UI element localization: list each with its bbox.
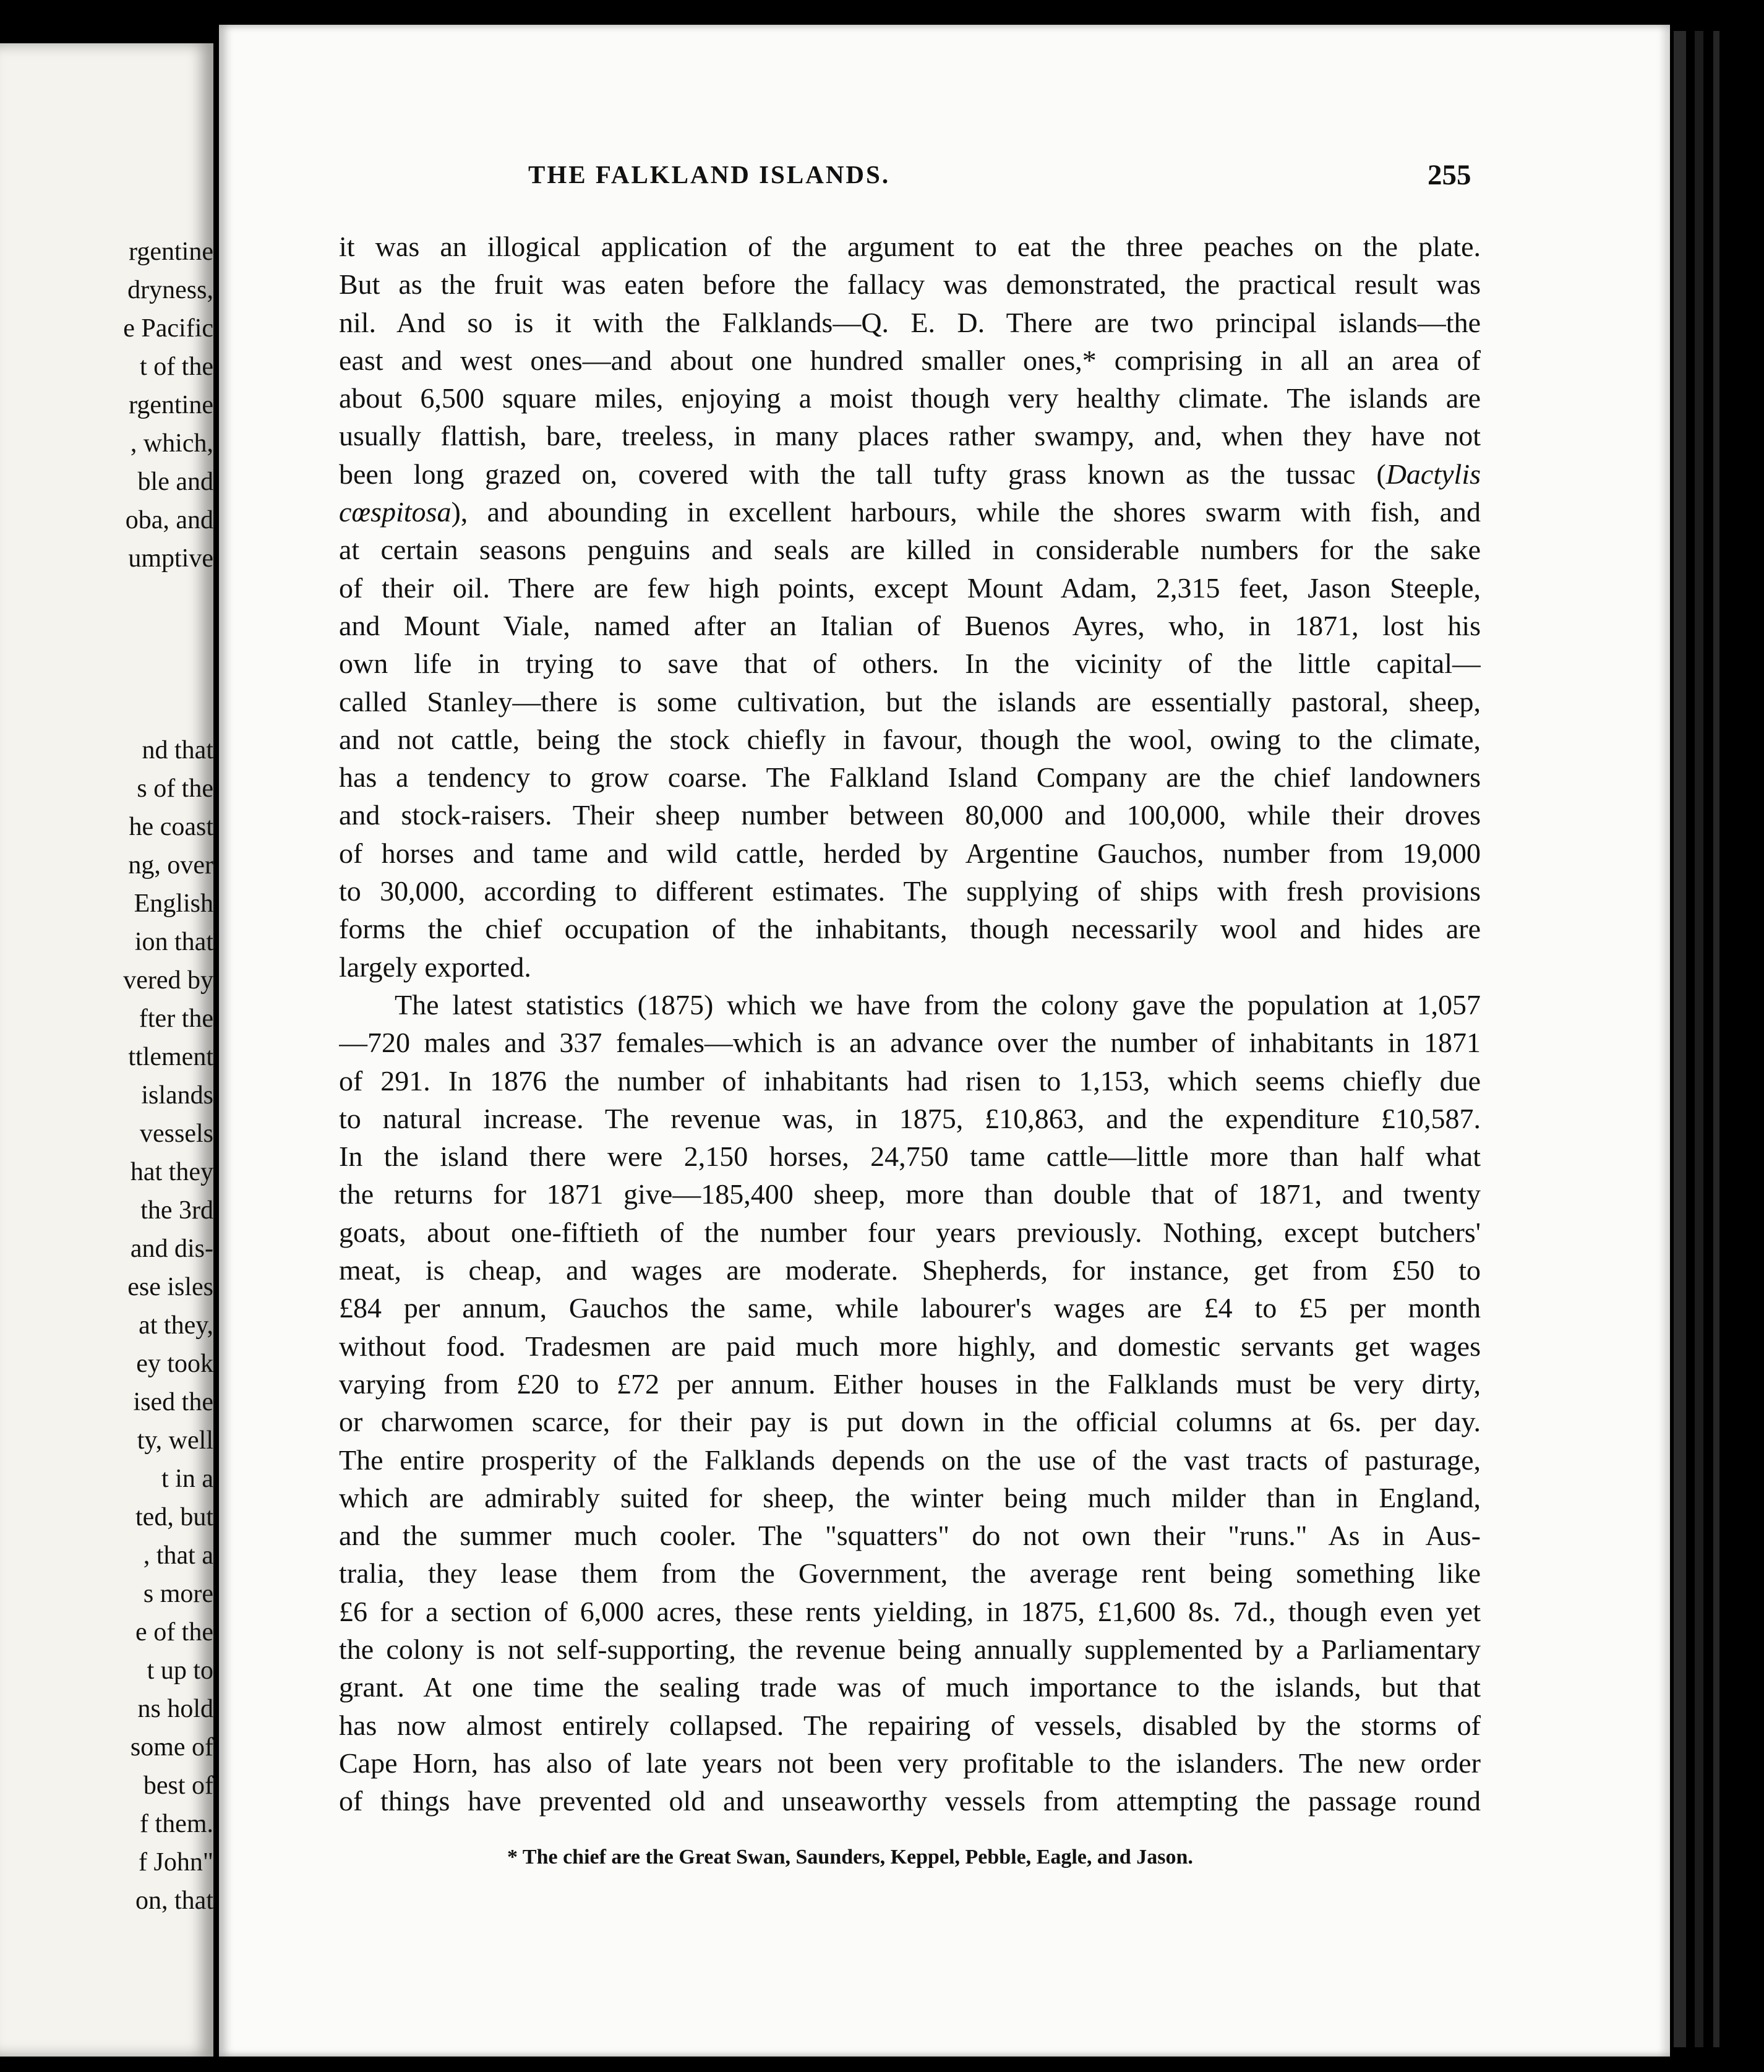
facing-line: the 3rd [140,1196,213,1225]
text-line: The entire prosperity of the Falklands depends on the use of the vast tracts of pasturage, [339,1444,1481,1476]
text-line: The latest statistics (1875) which we have from the colony gave the population at 1,057 [395,988,1481,1021]
facing-line: t up to [147,1656,213,1685]
facing-line: ng, over [128,851,213,880]
text-line: or charwomen scarce, for their pay is put down in the official columns at 6s. per day. [339,1406,1481,1438]
text-line: of 291. In 1876 the number of inhabitants had risen to 1,153, which seems chiefly due [339,1064,1481,1097]
facing-line: ty, well [137,1426,213,1455]
text-line: of horses and tame and wild cattle, herded by Argentine Gauchos, number from 19,000 [339,837,1481,869]
facing-line: ion that [134,928,213,956]
text-run: ), and abounding in excellent harbours, while the shores swarm with fish, and [451,496,1481,528]
text-line: goats, about one-fiftieth of the number four years previously. Nothing, except butchers' [339,1216,1481,1248]
facing-page-text-block-1 [123,233,213,578]
facing-line: best of [143,1771,213,1800]
text-line: and the summer much cooler. The "squatters" do not own their "runs." As in Aus- [339,1520,1481,1552]
facing-line: vered by [123,966,213,995]
text-line: without food. Tradesmen are paid much more highly, and domestic servants get wages [339,1330,1481,1362]
text-line: and not cattle, being the stock chiefly in favour, though the wool, owing to the climate, [339,723,1481,755]
text-line: about 6,500 square miles, enjoying a moist though very healthy climate. The islands are [339,382,1481,414]
text-line: varying from £20 to £72 per annum. Either houses in the Falklands must be very dirty, [339,1368,1481,1400]
text-line: which are admirably suited for sheep, the winter being much milder than in England, [339,1481,1481,1513]
facing-line: ted, but [135,1503,213,1531]
facing-line: f John" [139,1848,213,1877]
text-run: been long grazed on, covered with the tall tufty grass known as the tussac ( [339,458,1386,490]
facing-line: dryness, [127,276,213,304]
book-gutter [213,25,219,2060]
text-line: and stock-raisers. Their sheep number between 80,000 and 100,000, while their droves [339,799,1481,831]
facing-line: s more [143,1580,213,1608]
page-edge-shadow [1713,31,1719,2047]
text-line: meat, is cheap, and wages are moderate. Shepherds, for instance, get from £50 to [339,1254,1481,1286]
page-edge-shadow [1695,31,1703,2047]
text-line: tralia, they lease them from the Government, the average rent being something like [339,1557,1481,1590]
text-line: the colony is not self-supporting, the revenue being annually supplemented by a Parliamentary [339,1633,1481,1665]
facing-line: English [134,889,213,918]
text-line: nil. And so is it with the Falklands—Q. E. D. There are two principal islands—the [339,306,1481,338]
facing-line: , that a [143,1541,213,1570]
text-line: and Mount Viale, named after an Italian of Buenos Ayres, who, in 1871, lost his [339,609,1481,641]
facing-line: rgentine [129,391,213,419]
page-edge-shadow [1674,31,1686,2047]
facing-line: hat they [130,1158,213,1186]
text-line: own life in trying to save that of others. In the vicinity of the little capital— [339,648,1481,680]
facing-line: ble and [137,468,213,496]
text-line: has a tendency to grow coarse. The Falkland Island Company are the chief landowners [339,761,1481,794]
facing-line: ey took [136,1350,213,1378]
text-line: £6 for a section of 6,000 acres, these rents yielding, in 1875, £1,600 8s. 7d., though even yet [339,1595,1481,1627]
text-line: In the island there were 2,150 horses, 24,750 tame cattle—little more than half what [339,1141,1481,1173]
text-line: grant. At one time the sealing trade was of much importance to the islands, but that [339,1671,1481,1703]
footnote: * The chief are the Great Swan, Saunders, Keppel, Pebble, Eagle, and Jason. [507,1846,1193,1869]
text-line: Cape Horn, has also of late years not been very profitable to the islanders. The new order [339,1747,1481,1779]
facing-page-fragment [0,43,213,2057]
facing-line: at they, [139,1311,213,1340]
text-line: at certain seasons penguins and seals are killed in considerable numbers for the sake [339,534,1481,566]
text-line: to 30,000, according to different estimates. The supplying of ships with fresh provisions [339,875,1481,907]
facing-line: umptive [128,544,213,573]
facing-line: oba, and [125,506,213,534]
text-line: —720 males and 337 females—which is an advance over the number of inhabitants in 1871 [339,1027,1481,1059]
text-line: £84 per annum, Gauchos the same, while labourer's wages are £4 to £5 per month [339,1292,1481,1324]
facing-line: and dis- [130,1235,213,1263]
text-line: But as the fruit was eaten before the fallacy was demonstrated, the practical result was [339,268,1481,301]
facing-line: t of the [140,353,213,381]
facing-line: on, that [135,1886,213,1915]
facing-line: t in a [161,1465,213,1493]
running-head: THE FALKLAND ISLANDS. [528,160,891,189]
facing-line: ns hold [137,1695,213,1723]
text-line [339,455,1481,493]
text-line: of their oil. There are few high points, except Mount Adam, 2,315 feet, Jason Steeple, [339,572,1481,604]
facing-line: fter the [139,1004,213,1033]
facing-line: nd that [142,736,213,764]
text-line: largely exported. [339,951,531,983]
facing-line: islands [141,1081,213,1110]
text-line: of things have prevented old and unseaworthy vessels from attempting the passage round [339,1785,1481,1817]
facing-line: f them. [140,1810,213,1838]
text-line: called Stanley—there is some cultivation, but the islands are essentially pastoral, sheep, [339,685,1481,717]
italic-species: cœspitosa [339,496,452,528]
facing-line: e of the [135,1618,213,1646]
facing-line: vessels [140,1119,213,1148]
text-line: forms the chief occupation of the inhabitants, though necessarily wool and hides are [339,913,1481,945]
facing-line: s of the [137,774,213,803]
facing-line: e Pacific [123,314,213,343]
facing-line: , which, [130,429,213,458]
page-number: 255 [1428,159,1471,191]
text-line: to natural increase. The revenue was, in 1875, £10,863, and the expenditure £10,587. [339,1102,1481,1134]
text-line: usually flattish, bare, treeless, in many places rather swampy, and, when they have not [339,420,1481,452]
facing-line: ised the [133,1388,213,1416]
facing-line: he coast [129,813,213,841]
text-line: east and west ones—and about one hundred smaller ones,* comprising in all an area of [339,344,1481,376]
text-line: the returns for 1871 give—185,400 sheep, more than double that of 1871, and twenty [339,1178,1481,1210]
text-line: it was an illogical application of the argument to eat the three peaches on the plate. [339,231,1481,262]
facing-page-text-block-2 [123,731,213,1920]
facing-line: some of [130,1733,213,1762]
text-line: has now almost entirely collapsed. The repairing of vessels, disabled by the storms of [339,1709,1481,1741]
facing-line: ttlement [128,1043,213,1071]
facing-line: ese isles [127,1273,213,1301]
facing-line: rgentine [129,238,213,266]
body-text [339,228,1481,1820]
text-line [339,493,1481,531]
italic-genus: Dactylis [1385,458,1481,490]
